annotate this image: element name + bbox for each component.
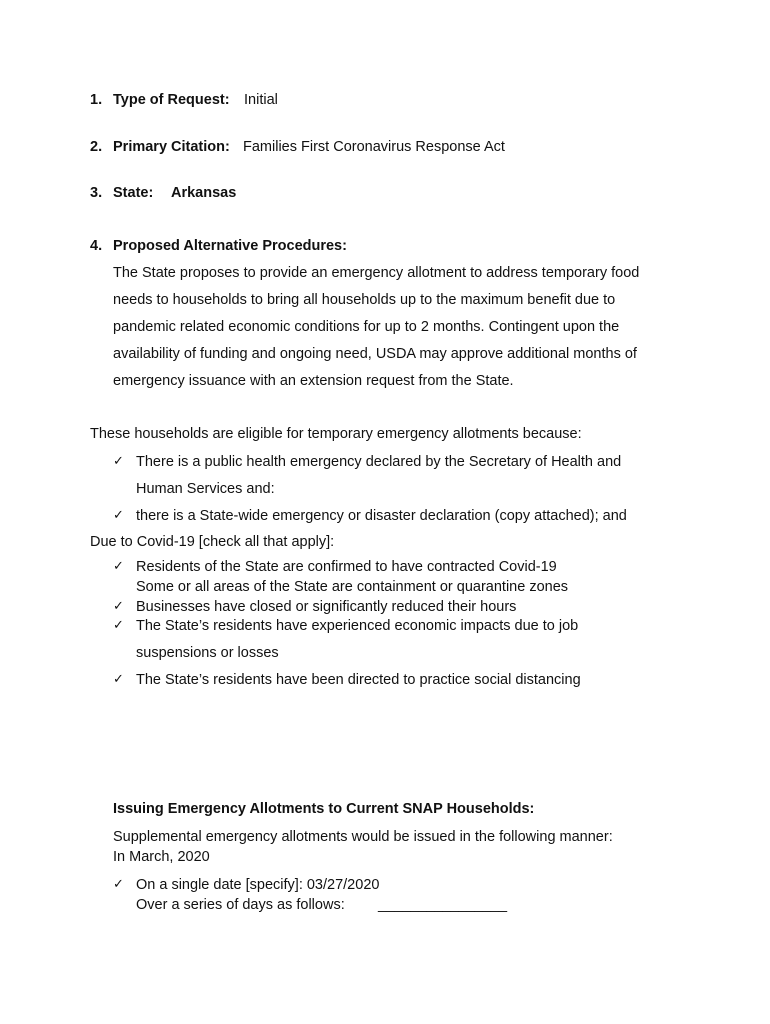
checkmark-icon: ✓ (113, 877, 124, 892)
eligibility-reason: There is a public health emergency declared by the Secretary of Health and (136, 454, 622, 470)
primary-citation-label: Primary Citation: (113, 139, 230, 155)
primary-citation-value: Families First Coronavirus Response Act (243, 139, 505, 155)
checkmark-icon: ✓ (113, 672, 124, 687)
type-of-request-value: Initial (244, 92, 278, 108)
eligibility-reason: Human Services and: (136, 481, 275, 497)
covid-option: suspensions or losses (136, 645, 279, 661)
covid-option: The State’s residents have experienced economic impacts due to job (136, 618, 579, 634)
proposed-procedures-text: The State proposes to provide an emergency allotment to address temporary food (113, 265, 640, 281)
covid-option: Residents of the State are confirmed to have contracted Covid-19 (136, 559, 557, 575)
eligibility-reason: there is a State-wide emergency or disaster declaration (copy attached); and (136, 508, 627, 524)
item-number: 2. (90, 139, 103, 155)
checkmark-icon: ✓ (113, 559, 124, 574)
checkmark-icon: ✓ (113, 599, 124, 614)
single-date-option: On a single date [specify]: 03/27/2020 (136, 877, 380, 893)
proposed-procedures-text: needs to households to bring all households up to the maximum benefit due to (113, 292, 616, 308)
item-number: 4. (90, 238, 103, 254)
proposed-procedures-label: Proposed Alternative Procedures: (113, 238, 347, 254)
issuing-text: Supplemental emergency allotments would be issued in the following manner: (113, 829, 613, 845)
covid-option: The State’s residents have been directed to practice social distancing (136, 672, 581, 688)
proposed-procedures-text: emergency issuance with an extension request from the State. (113, 373, 514, 389)
type-of-request-label: Type of Request: (113, 92, 230, 108)
checkmark-icon: ✓ (113, 618, 124, 633)
item-number: 3. (90, 185, 103, 201)
covid-intro: Due to Covid-19 [check all that apply]: (90, 534, 335, 550)
covid-option: Some or all areas of the State are containment or quarantine zones (136, 579, 569, 595)
state-value: Arkansas (171, 185, 237, 201)
issuing-heading: Issuing Emergency Allotments to Current SNAP Households: (113, 801, 535, 817)
series-of-days-option: Over a series of days as follows: (136, 897, 345, 913)
checkmark-icon: ✓ (113, 454, 124, 469)
item-number: 1. (90, 92, 103, 108)
series-of-days-blank[interactable]: ________________ (378, 897, 508, 913)
proposed-procedures-text: pandemic related economic conditions for up to 2 months. Contingent upon the (113, 319, 620, 335)
checkmark-icon: ✓ (113, 508, 124, 523)
proposed-procedures-text: availability of funding and ongoing need, USDA may approve additional months of (113, 346, 637, 362)
state-label: State: (113, 185, 154, 201)
covid-option: Businesses have closed or significantly reduced their hours (136, 599, 517, 615)
issuing-month: In March, 2020 (113, 849, 210, 865)
eligibility-intro: These households are eligible for temporary emergency allotments because: (90, 426, 582, 442)
